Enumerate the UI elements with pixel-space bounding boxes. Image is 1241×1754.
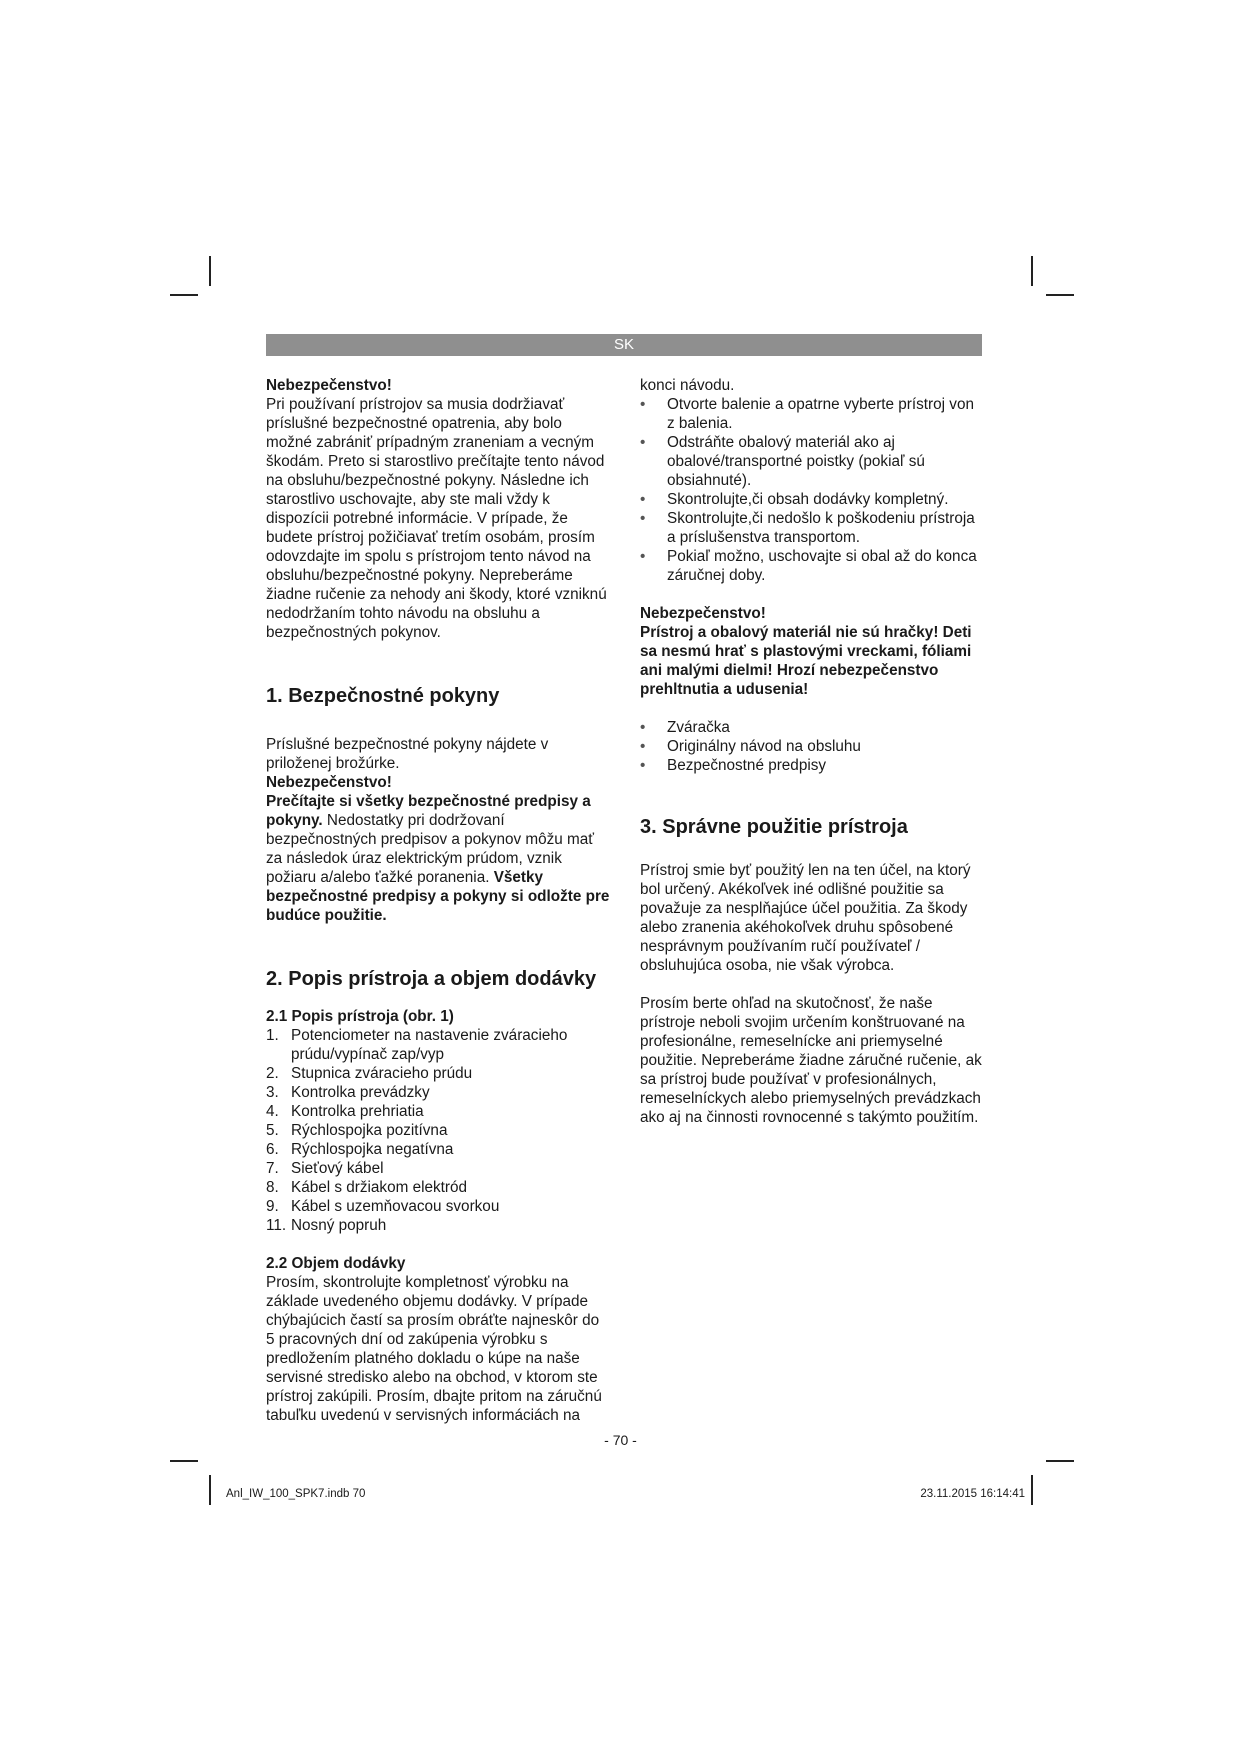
intro-text: Pri používaní prístrojov sa musia dodržiavať príslušné bezpečnostné opatrenia, aby bolo možné zabrániť prípadným zraneniam a vecným škodám. Preto si starostlivo prečítajte tento návod na obsluhu/bezpečnostné pokyny. Následne ich starostlivo uschovajte, aby ste mali vždy k dispozícii potrebné informácie. V prípade, že budete prístroj požičiavať tretím osobám, prosím odovzdajte im spolu s prístrojom tento návod na obsluhu/bezpečnostné pokyny. Nepreberáme žiadne ručenie za nehody ani škody, ktoré vzniknú nedodržaním tohto návodu na obsluhu a bezpečnostných pokynov.	[266, 396, 607, 641]
right-column	[640, 376, 985, 1127]
list-item: 3. Kontrolka prevádzky	[266, 1084, 430, 1101]
section-1-bold-lead: Prečítajte si všetky bezpečnostné predpisy a pokyny.	[266, 793, 591, 829]
language-bar: SK	[266, 334, 982, 356]
list-item: 9. Kábel s uzemňovacou svorkou	[266, 1198, 500, 1215]
section-1-text	[266, 792, 611, 925]
crop-mark	[209, 1475, 211, 1505]
crop-mark	[1046, 294, 1074, 296]
list-item: • Skontrolujte,či obsah dodávky kompletný.	[640, 490, 985, 509]
intro-heading: Nebezpečenstvo!	[266, 377, 392, 394]
crop-mark	[1031, 256, 1033, 286]
list-item: 8. Kábel s držiakom elektród	[266, 1179, 467, 1196]
footer-filename: Anl_IW_100_SPK7.indb 70	[226, 1488, 366, 1500]
list-item: 5. Rýchlospojka pozitívna	[266, 1122, 448, 1139]
section-2-1-title: 2.1 Popis prístroja (obr. 1)	[266, 1008, 454, 1025]
footer-timestamp: 23.11.2015 16:14:41	[920, 1488, 1025, 1500]
list-item: • Odstráňte obalový materiál ako aj obalové/transportné poistky (pokiaľ sú obsiahnuté).	[640, 433, 985, 490]
section-1-body: Nedostatky pri dodržovaní bezpečnostných predpisov a pokynov môžu mať za následok úraz elektrickým prúdom, vznik požiaru a/alebo ťažké poranenia.	[266, 812, 595, 886]
crop-mark	[1031, 1475, 1033, 1505]
section-1-danger: Nebezpečenstvo!	[266, 774, 392, 791]
section-2-2-title: 2.2 Objem dodávky	[266, 1255, 406, 1272]
list-item: 11. Nosný popruh	[266, 1217, 387, 1234]
list-item: • Pokiaľ možno, uschovajte si obal až do konca záručnej doby.	[640, 547, 985, 585]
crop-mark	[209, 256, 211, 286]
delivery-contents-list	[640, 718, 985, 775]
section-1-bold-tail: Všetky bezpečnostné predpisy a pokyny si odložte pre budúce použitie.	[266, 869, 610, 924]
list-item: • Skontrolujte,či nedošlo k poškodeniu prístroja a príslušenstva transportom.	[640, 509, 985, 547]
crop-mark	[1046, 1460, 1074, 1462]
list-item: • Otvorte balenie a opatrne vyberte prístroj von z balenia.	[640, 395, 985, 433]
list-item: 4. Kontrolka prehriatia	[266, 1103, 424, 1120]
list-item: • Bezpečnostné predpisy	[640, 756, 985, 775]
list-item: • Zváračka	[640, 718, 985, 737]
list-item: 1. Potenciometer na nastavenie zváracieho prúdu/vypínač zap/vyp	[266, 1027, 568, 1063]
section-2-2-text: Prosím, skontrolujte kompletnosť výrobku na základe uvedeného objemu dodávky. V prípade chýbajúcich častí sa prosím obráťte najneskôr do 5 pracovných dní od zakúpenia výrobku s predložením platného dokladu o kúpe na naše servisné stredisko alebo na obchod, v ktorom ste prístroj zakúpili. Prosím, dbajte pritom na záručnú tabuľku uvedenú v servisných informáciách na	[266, 1274, 602, 1424]
crop-mark	[170, 1460, 198, 1462]
continued-text: konci návodu.	[640, 377, 735, 394]
section-2-title: 2. Popis prístroja a objem dodávky	[266, 968, 597, 990]
unpacking-checklist	[640, 395, 985, 585]
section-1-title: 1. Bezpečnostné pokyny	[266, 685, 500, 707]
section-3-paragraph-1: Prístroj smie byť použitý len na ten účel, na ktorý bol určený. Akékoľvek iné odlišné použitie sa považuje za nesplňajúce účel použitia. Za škody alebo zranenia akéhokoľvek druhu spôsobené nesprávnym používaním ručí používateľ / obsluhujúca osoba, nie však výrobca.	[640, 862, 971, 974]
list-item: 2. Stupnica zváracieho prúdu	[266, 1065, 473, 1082]
list-item: • Originálny návod na obsluhu	[640, 737, 985, 756]
crop-mark	[170, 294, 198, 296]
parts-list	[266, 1026, 611, 1235]
section-3-paragraph-2: Prosím berte ohľad na skutočnosť, že naše prístroje neboli svojim určením konštruované na profesionálne, remeselnícke ani priemyselné použitie. Nepreberáme žiadne záručné ručenie, ak sa prístroj bude používať v profesionálnych, remeselníckych alebo priemyselných prevádzkach ako aj na činnosti rovnocenné s takýmto použitím.	[640, 995, 982, 1126]
list-item: 6. Rýchlospojka negatívna	[266, 1141, 454, 1158]
page-number: - 70 -	[604, 1432, 637, 1448]
danger-heading: Nebezpečenstvo!	[640, 605, 766, 622]
left-column	[266, 376, 611, 1425]
list-item: 7. Sieťový kábel	[266, 1160, 384, 1177]
danger-text: Prístroj a obalový materiál nie sú hračky! Deti sa nesmú hrať s plastovými vreckami, fóliami ani malými dielmi! Hrozí nebezpečenstvo prehltnutia a udusenia!	[640, 624, 972, 698]
section-3-title: 3. Správne použitie prístroja	[640, 816, 908, 838]
section-1-intro: Príslušné bezpečnostné pokyny nájdete v priloženej brožúrke.	[266, 736, 549, 772]
